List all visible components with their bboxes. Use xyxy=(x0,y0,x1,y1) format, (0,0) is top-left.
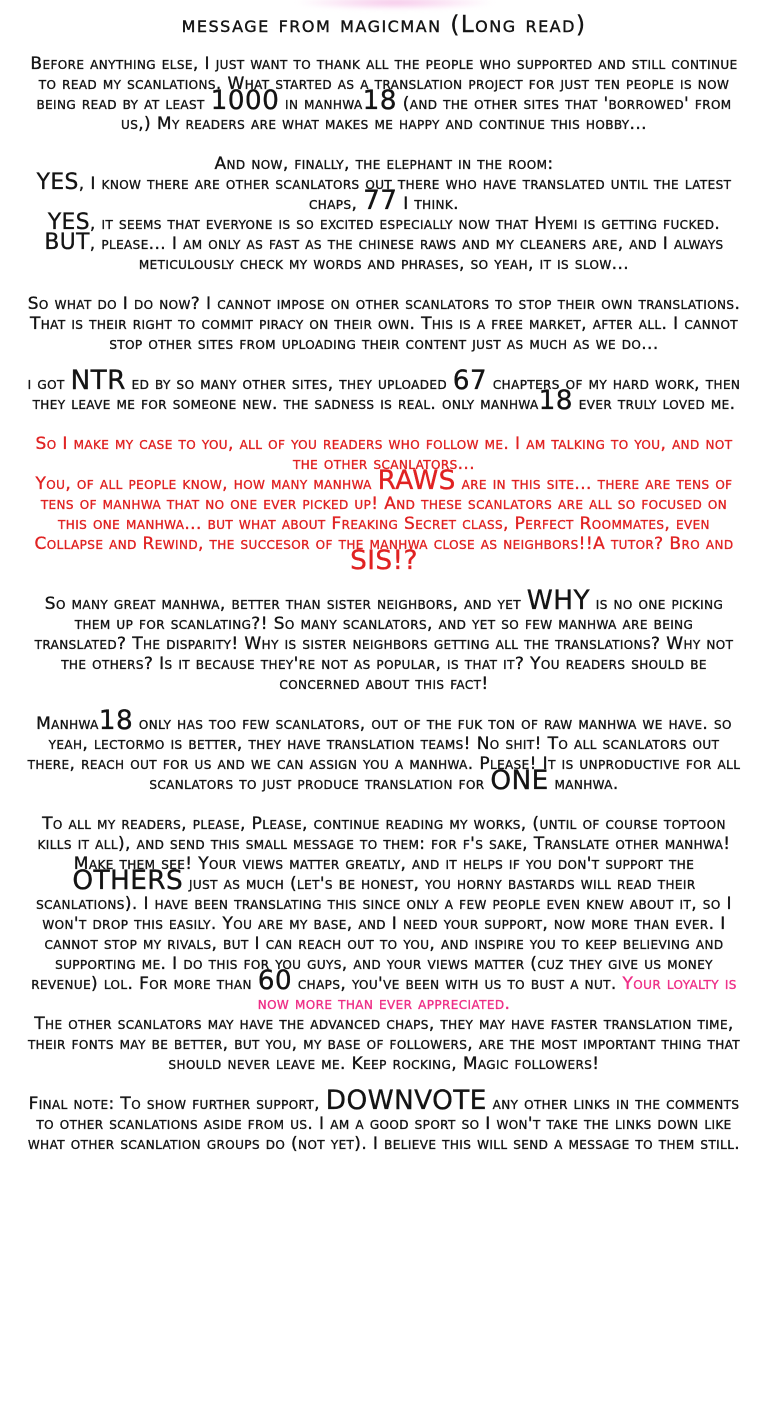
emphasis-text: 77 xyxy=(363,186,398,216)
text-segment: , it seems that everyone is so excited especially now that Hyemi is getting fucked. xyxy=(89,214,721,234)
text-segment: To all my readers, please, Please, continue reading my works, (until of course toptoon kills it all), and send this small message to them: for f's sake, Translate other manhwa! Make them see! Your views matter greatly, and it helps if you don't support the xyxy=(37,814,731,874)
emphasis-text: 18 xyxy=(538,386,573,416)
text-segment: Before anything else, I just want to thank all the people who supported and still continue to read my scanlations. What started as a translation project for just ten people is now being read by at least xyxy=(30,54,738,114)
emphasis-text: 1000 xyxy=(210,86,280,116)
text-segment: The other scanlators may have the advanced chaps, they may have faster translation time, their fonts may be better, but you, my base of followers, are the most important thing that should never leave me. Keep rocking, Magic followers! xyxy=(27,1014,741,1074)
text-segment: , I know there are other scanlators out there who have translated until the latest chaps, xyxy=(78,174,732,214)
text-segment: Manhwa xyxy=(36,714,99,734)
text-segment: So many great manhwa, better than sister neighbors, and yet xyxy=(44,594,527,614)
text-segment: just as much (let's be honest, you horny bastards will read their scanlations). I have been translating this since only a few people even knew about it, so I won't drop this easily. You are my base, and I need your support, now more than ever. I cannot stop my rivals, but I can reach out to you, and inspire you to keep believing and supporting me. I do this for you guys, and your views matter (cuz they give us money revenue) lol. For more than xyxy=(31,874,732,994)
text-segment: And now, finally, the elephant in the room: xyxy=(214,154,554,174)
text-segment: i got xyxy=(27,374,71,394)
para-final-note xyxy=(26,1086,742,1154)
emphasis-text: DOWNVOTE xyxy=(325,1086,487,1116)
text-segment: Your loyalty is now more than ever appreciated. xyxy=(257,974,737,1014)
emphasis-text: 67 xyxy=(452,366,488,396)
text-segment: I think. xyxy=(397,194,459,214)
text-segment: manhwa. xyxy=(548,774,619,794)
emphasis-text: 60 xyxy=(257,966,293,996)
emphasis-text: NTR xyxy=(70,366,126,396)
emphasis-text: RAWS xyxy=(377,466,456,496)
text-segment: You, of all people know, how many manhwa xyxy=(35,474,378,494)
para-readers-plea xyxy=(26,814,742,1074)
text-segment: , please... I am only as fast as the chinese raws and my cleaners are, and I always meticulously check my words and phrases, so yeah, it is slow... xyxy=(89,234,724,274)
text-segment: ed by so many other sites, they uploaded xyxy=(125,374,453,394)
text-segment: (and the other sites that 'borrowed' from us,) My readers are what makes me happy and continue this hobby... xyxy=(121,94,732,134)
text-segment: ever truly loved me. xyxy=(572,394,736,414)
para-lectormo xyxy=(26,706,742,796)
emphasis-text: WHY xyxy=(526,586,590,616)
text-segment: only has too few scanlators, out of the fuk ton of raw manhwa we have. so yeah, lectormo is better, they have translation teams! No shit! To all scanlators out there, reach out for us and we can assign you a manhwa. Please! It is unproductive for all scanlators to just produce translation for xyxy=(27,714,741,794)
para-free-market xyxy=(26,294,742,354)
emphasis-text: OTHERS xyxy=(72,866,184,896)
emphasis-text: ONE xyxy=(490,766,549,796)
paragraphs-container xyxy=(26,54,742,1154)
text-segment: any other links in the comments to other scanlations aside from us. I am a good sport so I won't take the links down like what other scanlation groups do (not yet). I believe this will send a message to them still. xyxy=(27,1094,741,1154)
emphasis-text: SIS!? xyxy=(350,546,418,576)
emphasis-text: 18 xyxy=(362,86,397,116)
text-segment: chaps, you've been with us to bust a nut. xyxy=(292,974,623,994)
text-segment: are in this site... there are tens of tens of manhwa that no one ever picked up! And these scanlators are all so focused on this one manhwa... but what about Freaking Secret class, Perfect Roommates, even Collapse and Rewind, the succesor of the manhwa close as neighbors!!A tutor? Bro and xyxy=(34,474,734,554)
emphasis-text: YES xyxy=(36,170,79,195)
text-segment: Final note: To show further support, xyxy=(28,1094,326,1114)
para-elephant-in-room xyxy=(26,154,742,274)
text-segment: chapters of my hard work, then they leave me for someone new. the sadness is real. only manhwa xyxy=(32,374,741,414)
emphasis-text: 18 xyxy=(98,706,134,736)
text-segment: So what do I do now? I cannot impose on other scanlators to stop their own translations. That is their right to commit piracy on their own. This is a free market, after all. I cannot stop other sites from uploading their content just as much as we do... xyxy=(27,294,741,354)
emphasis-text: YES xyxy=(47,210,90,235)
text-segment: So I make my case to you, all of you readers who follow me. I am talking to you, and not the other scanlators... xyxy=(35,434,733,474)
page-title: message from magicman (Long read) xyxy=(181,12,587,38)
emphasis-text: BUT xyxy=(44,230,90,255)
para-thanks xyxy=(26,54,742,134)
para-case-to-readers xyxy=(26,434,742,574)
text-segment: in manhwa xyxy=(279,94,363,114)
para-ntr xyxy=(26,366,742,416)
text-segment: is no one picking them up for scanlating?! So many scanlators, and yet so few manhwa are being translated? The disparity! Why is sister neighbors getting all the translations? Why not the others? Is it because they're not as popular, is that it? You readers should be concerned about this fact! xyxy=(34,594,734,694)
para-disparity xyxy=(26,586,742,694)
